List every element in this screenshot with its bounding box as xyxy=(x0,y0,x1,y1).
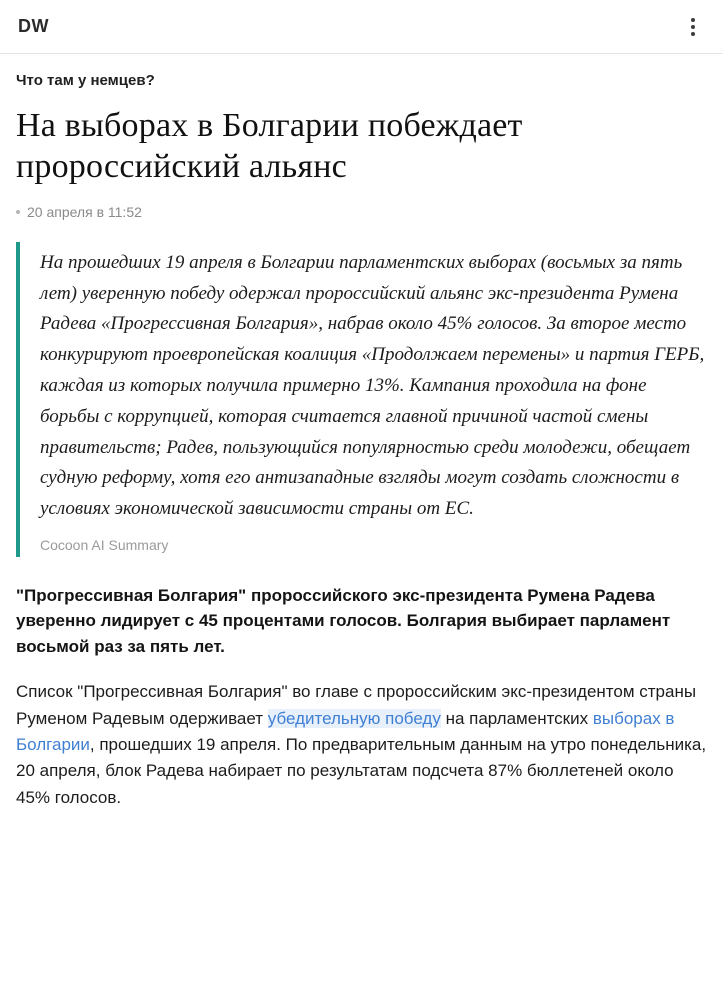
bullet-icon xyxy=(16,210,20,214)
paragraph-text-3: , прошедших 19 апреля. По предварительным данным на утро понедельника, 20 апреля, блок Радева набирает по результатам подсчета 87% бюллетеней около 45% голосов. xyxy=(16,735,707,807)
page-title: На выборах в Болгарии побеждает пророссийский альянс xyxy=(16,107,523,186)
top-bar xyxy=(0,0,723,54)
ai-summary-block xyxy=(16,242,707,557)
ai-summary-text: На прошедших 19 апреля в Болгарии парламентских выборах (восьмых за пять лет) уверенную победу одержал пророссийский альянс экс-президента Румена Радева «Прогрессивная Болгария», набрав около 45% голосов. За второе место конкурируют проевропейская коалиция «Продолжаем перемены» и партия ГЕРБ, каждая из которых получила примерно 13%. Кампания проходила на фоне борьбы с коррупцией, которая считается главной причиной частой смены правительств; Радев, пользующийся популярностью среди молодежи, обещает судную реформу, хотя его антизападные взгляды могут создать сложности в условиях экономической зависимости страны от ЕС. xyxy=(40,251,705,520)
article-lede: "Прогрессивная Болгария" пророссийского экс-президента Румена Радева уверенно лидирует с 45 процентами голосов. Болгария выбирает парламент восьмой раз за пять лет. xyxy=(16,585,671,656)
link-convincing-victory[interactable]: убедительную победу xyxy=(267,708,441,728)
kebab-dot-3 xyxy=(691,32,695,36)
paragraph-text-2: на парламентских xyxy=(440,708,593,728)
paragraph-text-1: Список "Прогрессивная Болгария" во главе с пророссийским экс-президентом страны Руменом Радевым одерживает xyxy=(16,682,697,728)
kebab-menu-icon[interactable] xyxy=(681,15,705,39)
link-bulgaria-elections[interactable]: выборах в Болгарии xyxy=(16,708,675,755)
kebab-dot-2 xyxy=(691,25,695,29)
article-content xyxy=(0,72,723,811)
article-paragraph xyxy=(16,679,707,811)
brand-logo[interactable]: DW xyxy=(18,16,49,36)
article-kicker: Что там у немцев? xyxy=(16,72,155,89)
article-meta xyxy=(16,204,707,220)
ai-summary-credit: Cocoon AI Summary xyxy=(40,536,169,553)
timestamp: 20 апреля в 11:52 xyxy=(27,203,142,220)
kebab-dot-1 xyxy=(691,18,695,22)
